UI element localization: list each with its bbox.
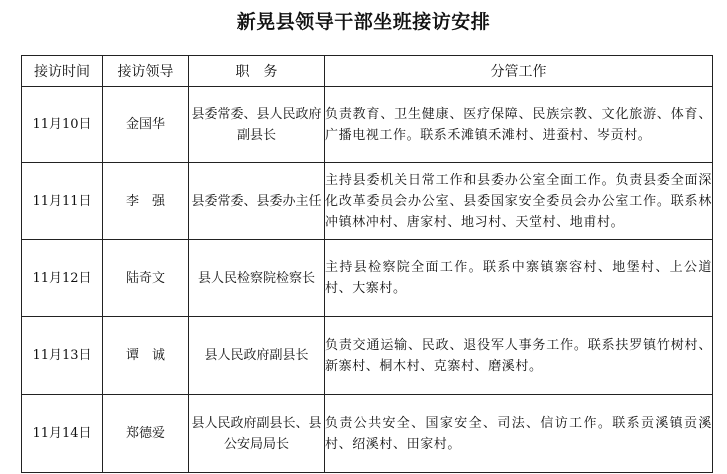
table-header-row xyxy=(22,56,713,87)
schedule-table xyxy=(21,55,713,473)
leader-position: 县人民检察院检察长 xyxy=(189,240,325,317)
leader-duties: 主持县检察院全面工作。联系中寨镇寨容村、地堡村、上公道村、大寨村。 xyxy=(325,240,713,317)
reception-date: 11月11日 xyxy=(22,163,103,240)
table-row xyxy=(22,317,713,395)
table-row xyxy=(22,87,713,163)
header-date: 接访时间 xyxy=(22,56,103,87)
leader-name: 金国华 xyxy=(103,87,189,163)
leader-duties: 负责公共安全、国家安全、司法、信访工作。联系贡溪镇贡溪村、绍溪村、田家村。 xyxy=(325,395,713,473)
leader-position: 县委常委、县委办主任 xyxy=(189,163,325,240)
leader-name: 谭 诚 xyxy=(103,317,189,395)
leader-name: 陆奇文 xyxy=(103,240,189,317)
header-position: 职 务 xyxy=(189,56,325,87)
table-row xyxy=(22,240,713,317)
leader-position: 县委常委、县人民政府副县长 xyxy=(189,87,325,163)
reception-date: 11月10日 xyxy=(22,87,103,163)
reception-date: 11月13日 xyxy=(22,317,103,395)
table-row xyxy=(22,163,713,240)
leader-name: 郑德爱 xyxy=(103,395,189,473)
reception-date: 11月12日 xyxy=(22,240,103,317)
header-leader: 接访领导 xyxy=(103,56,189,87)
leader-duties: 负责教育、卫生健康、医疗保障、民族宗教、文化旅游、体育、广播电视工作。联系禾滩镇禾滩村、进蚕村、岑贡村。 xyxy=(325,87,713,163)
leader-name: 李 强 xyxy=(103,163,189,240)
table-row xyxy=(22,395,713,473)
leader-duties: 主持县委机关日常工作和县委办公室全面工作。负责县委全面深化改革委员会办公室、县委国家安全委员会办公室工作。联系林冲镇林冲村、唐家村、地习村、天堂村、地甫村。 xyxy=(325,163,713,240)
header-duties: 分管工作 xyxy=(325,56,713,87)
leader-position: 县人民政府副县长、县公安局局长 xyxy=(189,395,325,473)
reception-date: 11月14日 xyxy=(22,395,103,473)
page-title: 新晃县领导干部坐班接访安排 xyxy=(236,11,491,33)
leader-position: 县人民政府副县长 xyxy=(189,317,325,395)
leader-duties: 负责交通运输、民政、退役军人事务工作。联系扶罗镇竹树村、新寨村、桐木村、克寨村、磨溪村。 xyxy=(325,317,713,395)
